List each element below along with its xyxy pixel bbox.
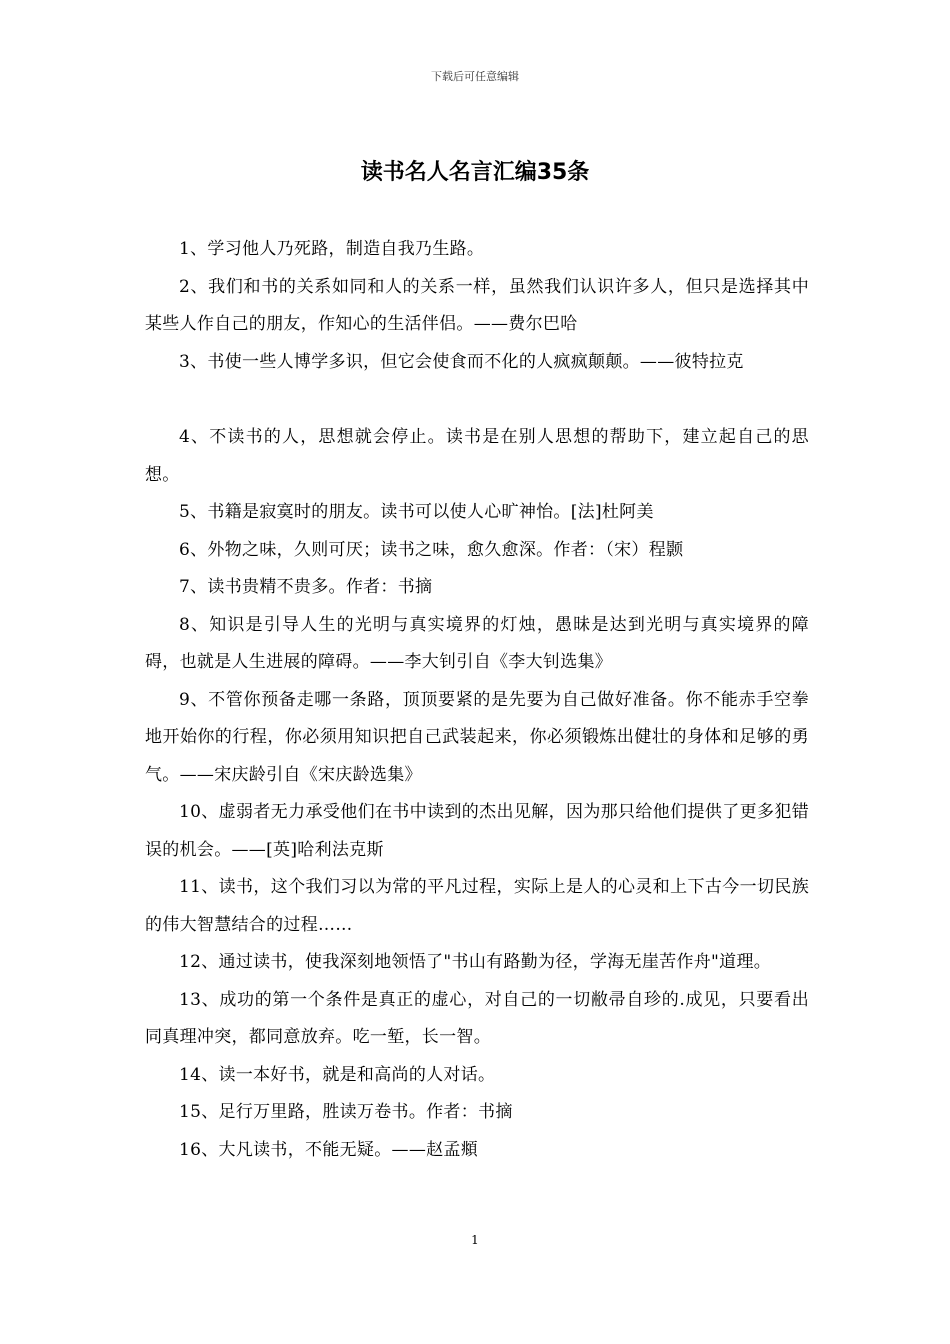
quote-paragraph: 11、读书，这个我们习以为常的平凡过程，实际上是人的心灵和上下古今一切民族的伟大智慧结合的过程…… [145,877,809,935]
quote-paragraph: 3、书使一些人博学多识，但它会使食而不化的人疯疯颠颠。——彼特拉克 [179,351,744,372]
quote-paragraph: 10、虚弱者无力承受他们在书中读到的杰出见解，因为那只给他们提供了更多犯错误的机会。——[英]哈利法克斯 [145,802,809,860]
quote-list [145,231,809,1169]
quote-paragraph: 12、通过读书，使我深刻地领悟了"书山有路勤为径，学海无崖苦作舟"道理。 [179,952,772,972]
quote-paragraph: 6、外物之味，久则可厌；读书之味，愈久愈深。作者：（宋）程颢 [179,539,684,560]
quote-paragraph: 13、成功的第一个条件是真正的虚心，对自己的一切敝帚自珍的.成见，只要看出同真理冲突，都同意放弃。吃一堑，长一智。 [145,989,809,1047]
page-number: 1 [471,1233,479,1247]
quote-paragraph: 7、读书贵精不贵多。作者：书摘 [179,577,433,597]
quote-paragraph: 16、大凡读书，不能无疑。——赵孟頫 [179,1139,479,1160]
quote-paragraph: 9、不管你预备走哪一条路，顶顶要紧的是先要为自己做好准备。你不能赤手空拳地开始你的行程，你必须用知识把自己武装起来，你必须锻炼出健壮的身体和足够的勇气。——宋庆龄引自《宋庆龄选集》 [145,689,809,785]
quote-paragraph: 8、知识是引导人生的光明与真实境界的灯烛，愚昧是达到光明与真实境界的障碍，也就是人生进展的障碍。——李大钊引自《李大钊选集》 [145,614,809,672]
quote-paragraph: 15、足行万里路，胜读万卷书。作者：书摘 [179,1102,513,1122]
quote-paragraph: 4、不读书的人，思想就会停止。读书是在别人思想的帮助下，建立起自己的思想。 [145,427,809,485]
quote-paragraph: 1、学习他人乃死路，制造自我乃生路。 [179,239,485,259]
quote-paragraph: 14、读一本好书，就是和高尚的人对话。 [179,1064,496,1085]
quote-paragraph: 5、书籍是寂寞时的朋友。读书可以使人心旷神怡。[法]杜阿美 [179,502,654,522]
document-title: 读书名人名言汇编35条 [360,160,590,185]
header-note: 下载后可任意编辑 [431,70,519,83]
quote-paragraph: 2、我们和书的关系如同和人的关系一样，虽然我们认识许多人，但只是选择其中某些人作自己的朋友，作知心的生活伴侣。——费尔巴哈 [145,276,809,334]
